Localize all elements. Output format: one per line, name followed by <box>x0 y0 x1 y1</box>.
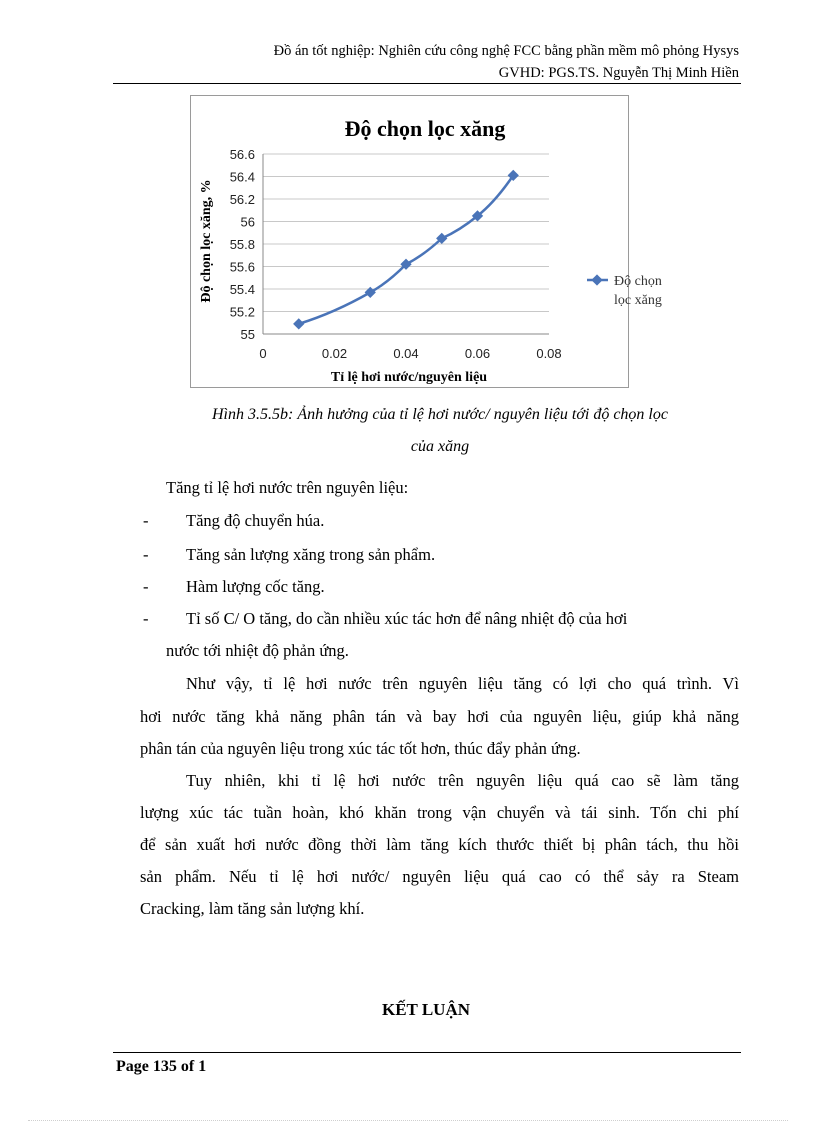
paragraph-line: hơi nước tăng khả năng phân tán và bay hơi của nguyên liệu, giúp khả năng <box>140 707 739 726</box>
bullet-item-continuation: nước tới nhiệt độ phản ứng. <box>166 641 349 660</box>
paragraph-line: Như vậy, tỉ lệ hơi nước trên nguyên liệu tăng có lợi cho quá trình. Vì <box>186 674 739 693</box>
chart-y-tick-label: 55.4 <box>229 282 255 297</box>
footer-divider <box>113 1052 741 1053</box>
chart-series-line <box>299 175 514 324</box>
chart-y-tick-label: 55.2 <box>229 304 255 320</box>
intro-text: Tăng tỉ lệ hơi nước trên nguyên liệu: <box>166 478 409 497</box>
chart-x-tick-label: 0.02 <box>321 346 348 361</box>
figure-caption-line1: Hình 3.5.5b: Ảnh hưởng của tỉ lệ hơi nước/ nguyên liệu tới độ chọn lọc <box>212 406 668 423</box>
chart-x-axis-label: Tỉ lệ hơi nước/nguyên liệu <box>330 370 488 385</box>
legend-marker <box>591 274 602 285</box>
chart-title: Độ chọn lọc xăng <box>344 116 506 141</box>
chart-point <box>365 287 376 298</box>
chart-x-tick-label: 0 <box>259 346 267 361</box>
bullet-dash: - <box>143 577 149 596</box>
page-number: Page 135 of 1 <box>116 1058 207 1075</box>
legend-label-line2: lọc xăng <box>614 293 662 308</box>
chart-plot-area <box>293 170 519 330</box>
header-advisor: GVHD: PGS.TS. Nguyễn Thị Minh Hiền <box>498 65 739 81</box>
bullet-item: Tỉ số C/ O tăng, do cần nhiều xúc tác hơn để nâng nhiệt độ của hơi <box>186 609 628 628</box>
chart-frame <box>190 95 662 388</box>
page-edge-dotted-line <box>28 1120 788 1121</box>
chart-x-tick-label: 0.04 <box>393 346 419 361</box>
paragraph-line: Cracking, làm tăng sản lượng khí. <box>140 899 365 918</box>
paragraph-line: Tuy nhiên, khi tỉ lệ hơi nước trên nguyên liệu quá cao sẽ làm tăng <box>186 771 739 790</box>
chart-legend <box>587 274 662 308</box>
paragraph-line: sản phẩm. Nếu tỉ lệ hơi nước/ nguyên liệu quá cao có thể sảy ra Steam <box>140 867 739 886</box>
bullet-dash: - <box>143 511 149 530</box>
chart-x-tick-label: 0.08 <box>536 346 562 361</box>
bullet-item: Tăng độ chuyển húa. <box>186 511 325 530</box>
legend-label-line1: Độ chọn <box>614 274 662 289</box>
chart-x-tick-label: 0.06 <box>464 346 491 361</box>
paragraph-line: phân tán của nguyên liệu trong xúc tác tốt hơn, thúc đẩy phản ứng. <box>140 739 581 758</box>
chart-x-ticks <box>259 346 561 361</box>
bullet-dash: - <box>143 609 149 628</box>
chart-point <box>293 318 304 329</box>
figure-caption-line2: của xăng <box>410 438 470 455</box>
chart-y-ticks <box>230 147 255 342</box>
chart-y-tick-label: 55 <box>240 327 255 342</box>
chart-y-tick-label: 56.4 <box>229 169 255 185</box>
section-heading: KẾT LUẬN <box>381 1000 470 1019</box>
bullet-dash: - <box>143 545 149 564</box>
chart-y-tick-label: 55.8 <box>229 237 255 252</box>
bullet-item: Tăng sản lượng xăng trong sản phẩm. <box>186 545 436 564</box>
chart-grid <box>263 154 549 334</box>
chart-y-tick-label: 56.2 <box>229 192 255 207</box>
header-thesis-title: Đồ án tốt nghiệp: Nghiên cứu công nghệ FCC bằng phần mềm mô phỏng Hysys <box>273 43 739 59</box>
chart-y-tick-label: 56.6 <box>229 147 255 162</box>
paragraph-line: lượng xúc tác tuần hoàn, khó khăn trong vận chuyển và tái sinh. Tốn chi phí <box>140 803 739 822</box>
bullet-item: Hàm lượng cốc tăng. <box>186 577 325 596</box>
header-divider <box>113 83 741 84</box>
chart-svg <box>191 96 662 387</box>
chart-y-tick-label: 56 <box>240 214 255 230</box>
chart-y-axis-label: Độ chọn lọc xăng, % <box>199 179 214 303</box>
paragraph-line: để sản xuất hơi nước đồng thời làm tăng kích thước thiết bị phân tách, thu hồi <box>140 835 739 854</box>
page-header <box>113 40 739 84</box>
chart-y-tick-label: 55.6 <box>229 259 255 275</box>
